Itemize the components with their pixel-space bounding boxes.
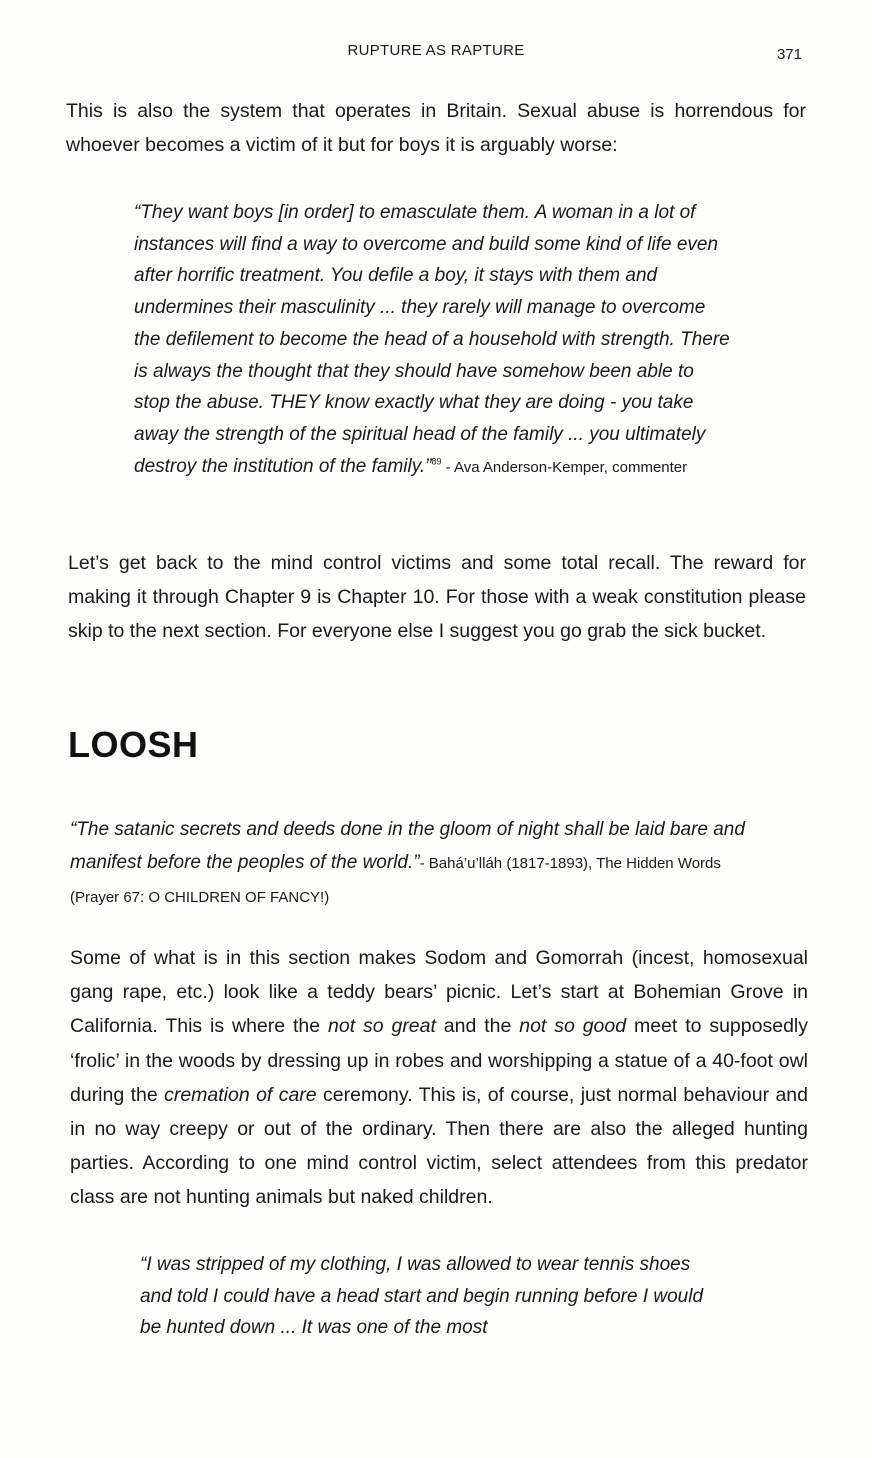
intro-paragraph: This is also the system that operates in Britain. Sexual abuse is horrendous for whoever becomes a victim of it but for boys it is arguably worse: <box>66 100 806 157</box>
epigraph-attribution: - Bahá’u’lláh (1817-1893), The Hidden Words (Prayer 67: O CHILDREN OF FANCY!) <box>70 855 721 906</box>
paragraph-3-text-3: meet to supposedly ‘frolic’ in the woods by dressing up in robes and worshipping a statue of a 40-foot owl during the <box>70 1015 808 1106</box>
section-heading-loosh: LOOSH <box>68 724 199 765</box>
running-head: RUPTURE AS RAPTURE <box>347 42 525 59</box>
emphasis-cremation-of-care: cremation of care <box>164 1083 317 1106</box>
paragraph-3-text-1: Some of what is in this section makes Sodom and Gomorrah (incest, homosexual gang rape, etc.) look like a teddy bears’ picnic. Let’s start at Bohemian Grove in California. This is where the <box>70 947 808 1038</box>
quote-1-text: “They want boys [in order] to emasculate them. A woman in a lot of instances will find a way to overcome and build some kind of life even after horrific treatment. You defile a boy, it stays with them and undermines their masculinity ... they rarely will manage to overcome the defilement to become the head of a household with strength. There is always the thought that they should have somehow been able to stop the abuse. THEY know exactly what they are doing - you take away the strength of the spiritual head of the family ... you ultimately destroy the institution of the family.” <box>134 202 730 477</box>
epigraph-text: “The satanic secrets and deeds done in the gloom of night shall be laid bare and manifest before the peoples of the world.” <box>70 819 745 873</box>
quote-1-attribution: - Ava Anderson-Kemper, commenter <box>441 458 688 476</box>
page-number: 371 <box>776 46 802 63</box>
block-quote-2: “I was stripped of my clothing, I was allowed to wear tennis shoes and told I could have a head start and begin running before I would be hunted down ... It was one of the most <box>140 1254 704 1339</box>
epigraph <box>70 813 750 914</box>
paragraph-3-text-2: and the <box>435 1015 520 1038</box>
footnote-marker-89: 89 <box>431 456 442 467</box>
block-quote-1 <box>134 197 734 483</box>
emphasis-not-so-good: not so good <box>519 1015 627 1038</box>
paragraph-bohemian-grove <box>70 941 808 1215</box>
paragraph-mind-control: Let’s get back to the mind control victims and some total recall. The reward for making it through Chapter 9 is Chapter 10. For those with a weak constitution please skip to the next section. For everyone else I suggest you go grab the sick bucket. <box>68 552 806 643</box>
paragraph-3-text-4: ceremony. This is, of course, just normal behaviour and in no way creepy or out of the ordinary. Then there are also the alleged hunting parties. According to one mind control victim, select attendees from this predator class are not hunting animals but naked children. <box>70 1083 808 1209</box>
emphasis-not-so-great: not so great <box>328 1015 436 1038</box>
